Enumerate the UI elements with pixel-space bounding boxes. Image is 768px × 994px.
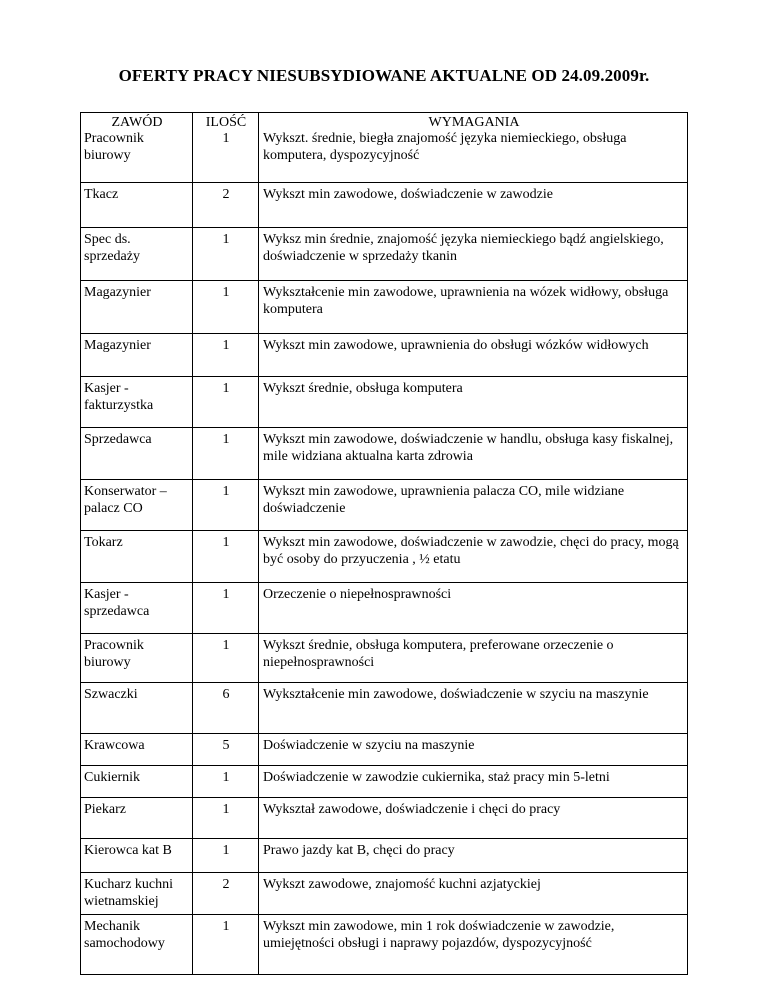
requirements-text: Wykszt min zawodowe, uprawnienia palacza CO, mile widziane doświadczenie [263,484,625,516]
quantity-cell [193,583,259,634]
table-row [81,428,688,480]
requirements-cell [259,683,688,734]
requirements-text: Wyksz min średnie, znajomość języka niemieckiego bądź angielskiego, doświadczenie w sprzedaży tkanin [263,232,664,264]
quantity-text: 1 [222,338,230,353]
profession-text: Kierowca kat B [84,843,172,858]
profession-text: Kasjer - fakturzystka [84,381,154,413]
profession-text: Kucharz kuchni wietnamskiej [84,877,174,909]
quantity-cell [193,183,259,228]
quantity-cell [193,228,259,281]
requirements-cell [259,873,688,915]
profession-cell [81,281,193,334]
quantity-text: 1 [222,535,230,550]
profession-text: Magazynier [84,285,151,300]
quantity-text: 1 [222,432,230,447]
quantity-text: 1 [222,131,230,146]
requirements-text: Wykszt średnie, obsługa komputera, preferowane orzeczenie o niepełnosprawności [263,638,614,670]
profession-cell [81,480,193,531]
quantity-text: 1 [222,381,230,396]
requirements-text: Wykształcenie min zawodowe, doświadczenie w szyciu na maszynie [263,687,649,702]
requirements-text: Wykształ zawodowe, doświadczenie i chęci do pracy [263,802,561,817]
quantity-text: 1 [222,587,230,602]
page-title: OFERTY PRACY NIESUBSYDIOWANE AKTUALNE OD 24.09.2009r. [118,66,650,85]
profession-cell [81,734,193,766]
quantity-text: 2 [222,187,230,202]
table-row [81,228,688,281]
table-row [81,915,688,975]
profession-cell [81,873,193,915]
table-row [81,683,688,734]
table-row [81,583,688,634]
quantity-text: 5 [222,738,230,753]
table-row [81,377,688,428]
profession-cell [81,766,193,798]
job-offers-table-body [81,113,688,975]
column-header-quantity: ILOŚĆ [205,115,247,130]
profession-cell [81,113,193,183]
profession-cell [81,839,193,873]
profession-text: Cukiernik [84,770,140,785]
profession-cell [81,583,193,634]
table-row [81,839,688,873]
profession-text: Sprzedawca [84,432,152,447]
profession-text: Pracownik biurowy [84,131,144,163]
quantity-text: 1 [222,484,230,499]
requirements-cell [259,634,688,683]
requirements-cell [259,798,688,839]
profession-text: Spec ds. sprzedaży [84,232,140,264]
table-row [81,531,688,583]
profession-cell [81,428,193,480]
requirements-text: Doświadczenie w szyciu na maszynie [263,738,475,753]
requirements-text: Orzeczenie o niepełnosprawności [263,587,452,602]
table-row [81,334,688,377]
requirements-cell [259,113,688,183]
quantity-cell [193,531,259,583]
quantity-cell [193,334,259,377]
requirements-text: Doświadczenie w zawodzie cukiernika, staż pracy min 5-letni [263,770,610,785]
quantity-text: 6 [222,687,230,702]
profession-text: Krawcowa [84,738,145,753]
quantity-cell [193,281,259,334]
requirements-cell [259,228,688,281]
table-row [81,113,688,183]
profession-cell [81,915,193,975]
requirements-cell [259,734,688,766]
requirements-cell [259,480,688,531]
table-row [81,734,688,766]
quantity-cell [193,377,259,428]
quantity-cell [193,683,259,734]
table-row [81,281,688,334]
table-row [81,873,688,915]
quantity-cell [193,428,259,480]
profession-cell [81,683,193,734]
profession-text: Szwaczki [84,687,138,702]
requirements-text: Wykszt min zawodowe, doświadczenie w zawodzie [263,187,553,202]
table-row [81,183,688,228]
requirements-cell [259,915,688,975]
profession-cell [81,377,193,428]
quantity-cell [193,915,259,975]
requirements-cell [259,428,688,480]
profession-text: Piekarz [84,802,126,817]
table-row [81,480,688,531]
column-header-profession: ZAWÓD [111,115,163,130]
quantity-text: 1 [222,919,230,934]
requirements-cell [259,377,688,428]
requirements-cell [259,334,688,377]
requirements-cell [259,183,688,228]
requirements-cell [259,281,688,334]
profession-cell [81,798,193,839]
profession-cell [81,334,193,377]
quantity-cell [193,734,259,766]
requirements-cell [259,839,688,873]
requirements-text: Wykszt min zawodowe, doświadczenie w handlu, obsługa kasy fiskalnej, mile widziana aktualna karta zdrowia [263,432,674,464]
requirements-text: Wykszt. średnie, biegła znajomość języka niemieckiego, obsługa komputera, dyspozycyjność [263,131,627,163]
profession-text: Kasjer -sprzedawca [84,587,150,619]
quantity-text: 1 [222,802,230,817]
column-header-requirements: WYMAGANIA [428,115,520,130]
table-row [81,798,688,839]
profession-text: Tkacz [84,187,119,202]
quantity-cell [193,113,259,183]
profession-cell [81,634,193,683]
quantity-text: 1 [222,770,230,785]
profession-text: Tokarz [84,535,123,550]
quantity-text: 1 [222,843,230,858]
profession-cell [81,531,193,583]
quantity-cell [193,634,259,683]
requirements-text: Prawo jazdy kat B, chęci do pracy [263,843,455,858]
quantity-cell [193,873,259,915]
table-row [81,634,688,683]
quantity-cell [193,798,259,839]
requirements-text: Wykszt średnie, obsługa komputera [263,381,463,396]
profession-cell [81,183,193,228]
quantity-text: 1 [222,232,230,247]
profession-text: Konserwator – palacz CO [84,484,167,516]
profession-cell [81,228,193,281]
requirements-text: Wykszt min zawodowe, min 1 rok doświadczenie w zawodzie, umiejętności obsługi i naprawy pojazdów, dyspozycyjność [263,919,615,951]
profession-text: Pracownik biurowy [84,638,144,670]
profession-text: Magazynier [84,338,151,353]
requirements-cell [259,531,688,583]
requirements-text: Wykształcenie min zawodowe, uprawnienia na wózek widłowy, obsługa komputera [263,285,669,317]
quantity-text: 1 [222,285,230,300]
profession-text: Mechanik samochodowy [84,919,165,951]
quantity-text: 1 [222,638,230,653]
requirements-cell [259,583,688,634]
requirements-text: Wykszt min zawodowe, doświadczenie w zawodzie, chęci do pracy, mogą być osoby do przyuczenia , ½ etatu [263,535,679,567]
job-offers-table [80,112,688,975]
requirements-text: Wykszt zawodowe, znajomość kuchni azjatyckiej [263,877,541,892]
quantity-text: 2 [222,877,230,892]
quantity-cell [193,480,259,531]
table-row [81,766,688,798]
requirements-text: Wykszt min zawodowe, uprawnienia do obsługi wózków widłowych [263,338,649,353]
requirements-cell [259,766,688,798]
quantity-cell [193,839,259,873]
quantity-cell [193,766,259,798]
